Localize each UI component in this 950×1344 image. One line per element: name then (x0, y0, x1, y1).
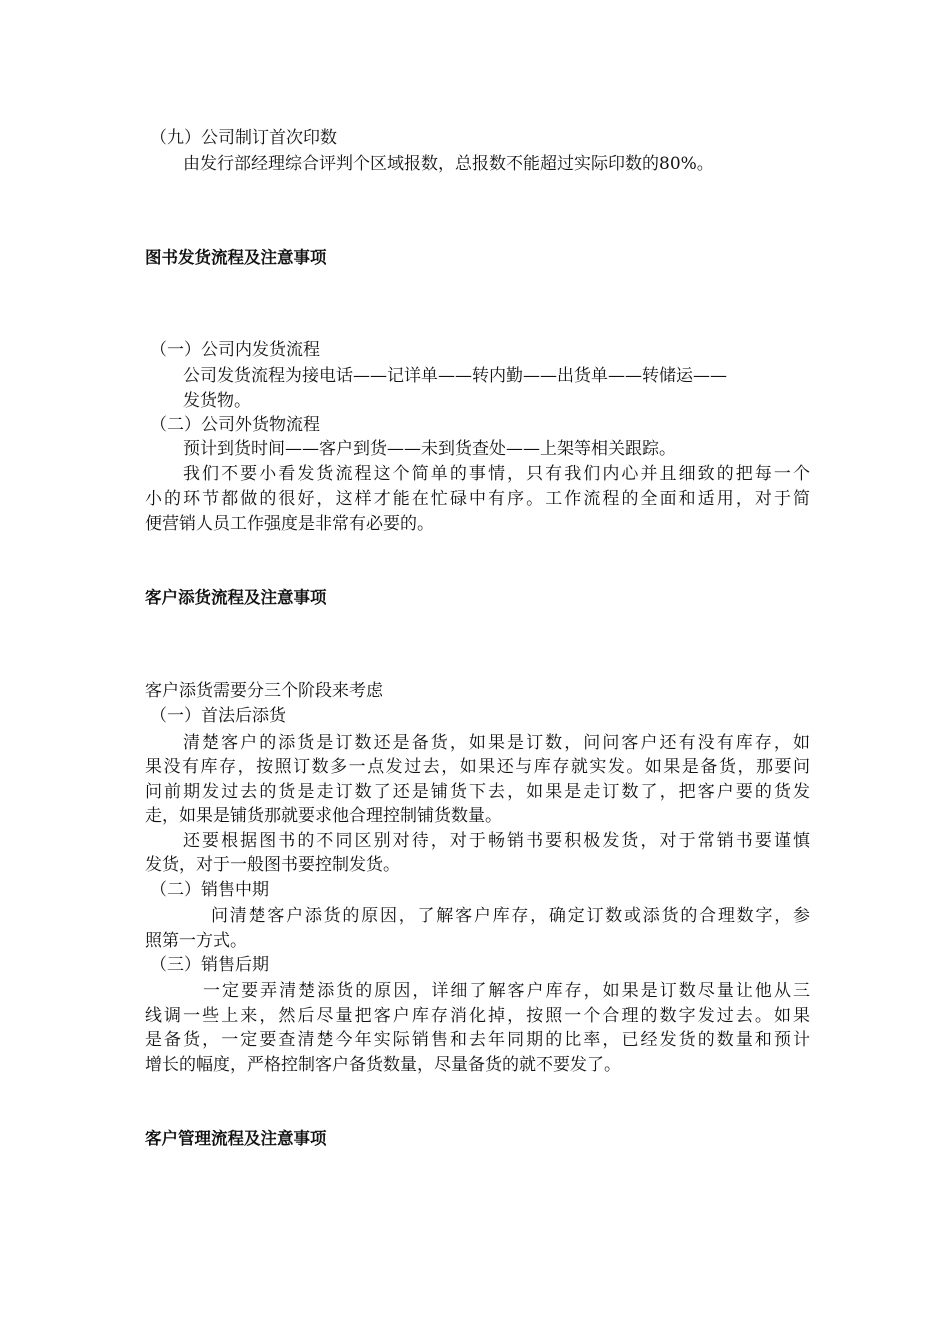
shipping-sub1-line2: 发货物。 (183, 391, 251, 411)
section9-body: 由发行部经理综合评判个区域报数，总报数不能超过实际印数的80%。 (183, 154, 714, 174)
restock-stage1-p1-line3: 问前期发过去的货是走订数了还是铺货下去，如果是走订数了，把客户要的货发 (145, 782, 810, 802)
restock-stage1-p2-line2: 发货，对于一般图书要控制发货。 (145, 855, 400, 875)
shipping-para-line3: 便营销人员工作强度是非常有必要的。 (145, 514, 434, 534)
restock-intro: 客户添货需要分三个阶段来考虑 (145, 681, 383, 701)
shipping-para-line1: 我们不要小看发货流程这个简单的事情，只有我们内心并且细致的把每一个 (183, 464, 810, 484)
restock-stage1-p1-line2: 果没有库存，按照订数多一点发过去，如果还与库存就实发。如果是备货，那要问 (145, 757, 810, 777)
shipping-sub2-heading: （二）公司外货物流程 (150, 415, 320, 435)
restock-stage3-heading: （三）销售后期 (150, 955, 269, 975)
shipping-title: 图书发货流程及注意事项 (145, 248, 327, 267)
restock-stage1-p2-line1: 还要根据图书的不同区别对待，对于畅销书要积极发货，对于常销书要谨慎 (183, 831, 810, 851)
restock-title: 客户添货流程及注意事项 (145, 588, 327, 607)
shipping-sub2-line1: 预计到货时间——客户到货——未到货查处——上架等相关跟踪。 (183, 439, 676, 459)
section9-heading: （九）公司制订首次印数 (150, 128, 337, 148)
restock-stage1-heading: （一）首法后添货 (150, 706, 286, 726)
restock-stage1-p1-line4: 走，如果是铺货那就要求他合理控制铺货数量。 (145, 806, 502, 826)
restock-stage3-line3: 是备货，一定要查清楚今年实际销售和去年同期的比率，已经发货的数量和预计 (145, 1030, 810, 1050)
restock-stage3-line2: 线调一些上来，然后尽量把客户库存消化掉，按照一个合理的数字发过去。如果 (145, 1006, 810, 1026)
restock-stage2-heading: （二）销售中期 (150, 880, 269, 900)
restock-stage3-line4: 增长的幅度，严格控制客户备货数量，尽量备货的就不要发了。 (145, 1055, 621, 1075)
restock-stage3-line1: 一定要弄清楚添货的原因，详细了解客户库存，如果是订数尽量让他从三 (203, 981, 810, 1001)
shipping-sub1-heading: （一）公司内发货流程 (150, 340, 320, 360)
shipping-para-line2: 小的环节都做的很好，这样才能在忙碌中有序。工作流程的全面和适用，对于简 (145, 489, 810, 509)
restock-stage1-p1-line1: 清楚客户的添货是订数还是备货，如果是订数，问问客户还有没有库存，如 (183, 733, 810, 753)
management-title: 客户管理流程及注意事项 (145, 1129, 327, 1148)
restock-stage2-line1: 问清楚客户添货的原因，了解客户库存，确定订数或添货的合理数字，参 (211, 906, 810, 926)
shipping-sub1-line1: 公司发货流程为接电话——记详单——转内勤——出货单——转储运—— (183, 366, 727, 386)
restock-stage2-line2: 照第一方式。 (145, 931, 247, 951)
